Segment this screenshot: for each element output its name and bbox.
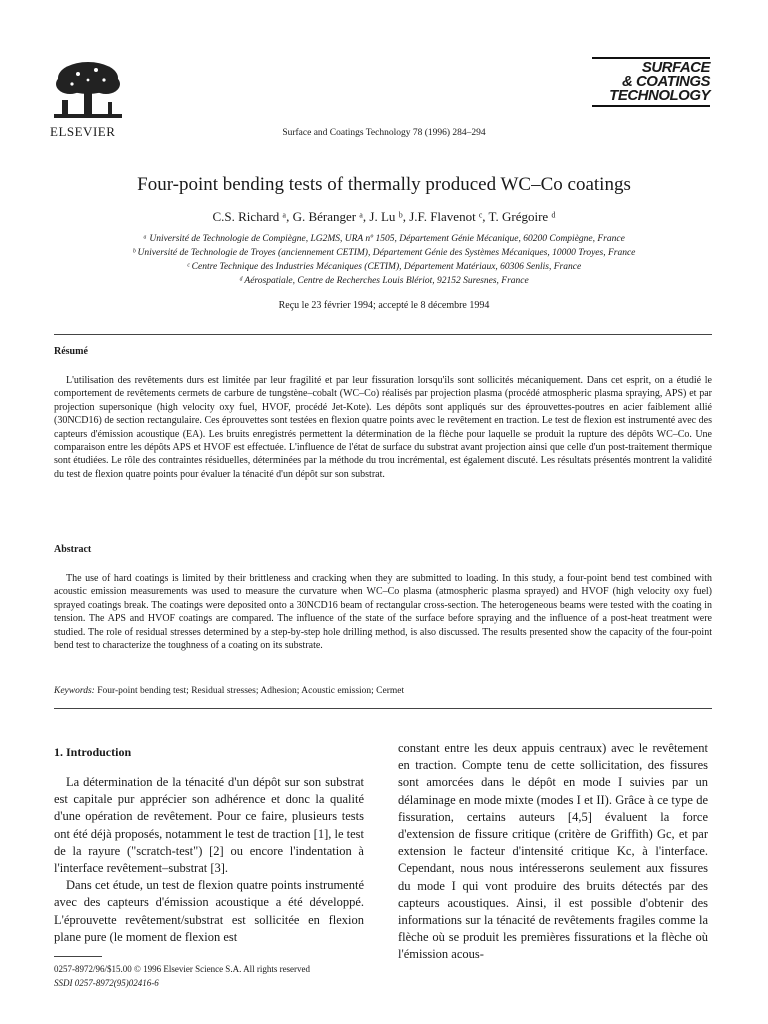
journal-citation: Surface and Coatings Technology 78 (1996) 284–294 bbox=[282, 128, 486, 138]
journal-logo-line-2: & COATINGS bbox=[621, 73, 710, 90]
author-list: C.S. Richard ᵃ, G. Béranger ᵃ, J. Lu ᵇ, J.F. Flavenot ᶜ, T. Grégoire ᵈ bbox=[212, 209, 556, 224]
abstract-text: The use of hard coatings is limited by their brittleness and cracking when they are submitted to loading. In this study, a four-point bend test combined with acoustic emission measurements was used to measure the curvature when WC–Co plasma (atmospheric plasma sprayed) and HVOF (high velocity oxy fuel) sprayed coatings break. The coatings were deposited onto a 30NCD16 beam of rectangular cross-section. The heterogeneous beams were tested with the coating in tension. The APS and HVOF coatings are compared. The influence of the state of the surface before spraying and the influence of a post-heat treatment were studied. The role of residual stresses determined by a step-by-step hole drilling method, is also discussed. The results presented show the capacity of the four-point bend test to characterize the toughness of a coating on its substrate. bbox=[54, 573, 712, 652]
affiliation-b: ᵇ Université de Technologie de Troyes (anciennement CETIM), Département Génie des Systèmes Mécaniques, 10000 Troyes, France bbox=[132, 248, 636, 258]
intro-paragraph-2: Dans cet étude, un test de flexion quatre points instrumenté avec des capteurs d'émission acoustique a été développé. L'éprouvette revêtement/substrat est sollicitée en flexion plane pure (le moment de flexion est bbox=[54, 878, 364, 944]
elsevier-tree-logo bbox=[48, 58, 128, 124]
keywords bbox=[54, 686, 712, 696]
received-date: Reçu le 23 février 1994; accepté le 8 décembre 1994 bbox=[278, 300, 490, 311]
intro-heading: 1. Introduction bbox=[54, 745, 132, 759]
affiliation-c: ᶜ Centre Technique des Industries Mécaniques (CETIM), Département Matériaux, 60306 Senlis, France bbox=[186, 262, 582, 272]
affiliation-d: ᵈ Aérospatiale, Centre de Recherches Louis Blériot, 92152 Suresnes, France bbox=[239, 276, 529, 286]
resume-text: L'utilisation des revêtements durs est limitée par leur fragilité et par leur fissuration lorsqu'ils sont sollicités mécaniquement. Dans cet esprit, on a étudié le comportement de revêtements cermets de carbure de tungstène–cobalt (WC–Co) réalisés par projection plasma (procédé atmospheric plasma spraying, APS) et par projection supersonique (high velocity oxy fuel, HVOF, procédé Jet-Kote). Les dépôts sont appliqués sur des éprouvettes-poutres en acier faiblement allié (30NCD16) de section rectangulaire. Ces éprouvettes sont testées en flexion quatre points avec le revêtement en traction. Le test de flexion est instrumenté avec des capteurs d'émission acoustique (EA). Les bruits enregistrés permettent la détermination de la flèche pour laquelle se produit la rupture des dépôts WC–Co. Une comparaison entre les dépôts APS et HVOF est effectuée. L'influence de l'état de surface du substrat avant projection ainsi que celle d'un post-traitement thermique sont étudiées. Le rôle des contraintes résiduelles, déterminées par la méthode du trou incrémental, est également discuté. Les résultats présentés montrent la validité du test de flexion quatre points pour évaluer la ténacité d'un dépôt sur son substrat. bbox=[54, 375, 712, 480]
publisher-name: ELSEVIER bbox=[50, 124, 116, 139]
intro-paragraph-3: constant entre les deux appuis centraux) avec le revêtement en traction. Compte tenu de cette sollicitation, des fissures sont amorcées dans le dépôt en mode I suivies par un délaminage en mode mixte (modes I et II). Grâce à ce type de fissuration, certains auteurs [4,5] évaluent la force d'extension de fissure critique (critère de Griffith) Gc, et par extension le facteur d'intensité critique Kc, à l'interface. Cependant, nous nous intéresserons seulement aux fissures du mode I qui vont produire des bruits détectés par des capteurs acoustiques. Ainsi, il est possible d'obtenir des informations sur la ténacité de revêtements fragiles comme la flèche où se produit les premières fissurations et la flèche où l'émission acous- bbox=[398, 741, 708, 962]
ssdi-line: SSDI 0257-8972(95)02416-6 bbox=[54, 978, 159, 988]
paper-title: Four-point bending tests of thermally produced WC–Co coatings bbox=[137, 174, 631, 195]
journal-logo-line-3: TECHNOLOGY bbox=[609, 87, 710, 104]
keywords-text: Four-point bending test; Residual stresses; Adhesion; Acoustic emission; Cermet bbox=[97, 686, 405, 696]
intro-left-column bbox=[54, 774, 364, 946]
journal-logo bbox=[592, 56, 710, 109]
resume-heading: Résumé bbox=[54, 346, 88, 357]
intro-right-column bbox=[398, 740, 708, 964]
intro-paragraph-1: La détermination de la ténacité d'un dépôt sur son substrat est capitale pur apprécier son adhérence et donc la qualité d'une opération de revêtement. Pour ce faire, plusieurs tests ont été déjà proposés, notamment le test de traction [1], le test de la rayure ("scratch-test") [2] ou encore l'indentation à l'interface revêtement–substrat [3]. bbox=[54, 775, 364, 876]
journal-logo-line-1: SURFACE bbox=[641, 59, 710, 76]
footer-rule bbox=[54, 956, 102, 957]
abstract-heading: Abstract bbox=[54, 544, 92, 555]
divider bbox=[54, 708, 712, 709]
divider bbox=[54, 334, 712, 335]
affiliation-a: ᵃ Université de Technologie de Compiègne, LG2MS, URA nº 1505, Département Génie Mécanique, 60200 Compiègne, France bbox=[143, 234, 625, 244]
copyright-line: 0257-8972/96/$15.00 © 1996 Elsevier Science S.A. All rights reserved bbox=[54, 964, 311, 974]
keywords-label: Keywords: bbox=[54, 686, 95, 696]
